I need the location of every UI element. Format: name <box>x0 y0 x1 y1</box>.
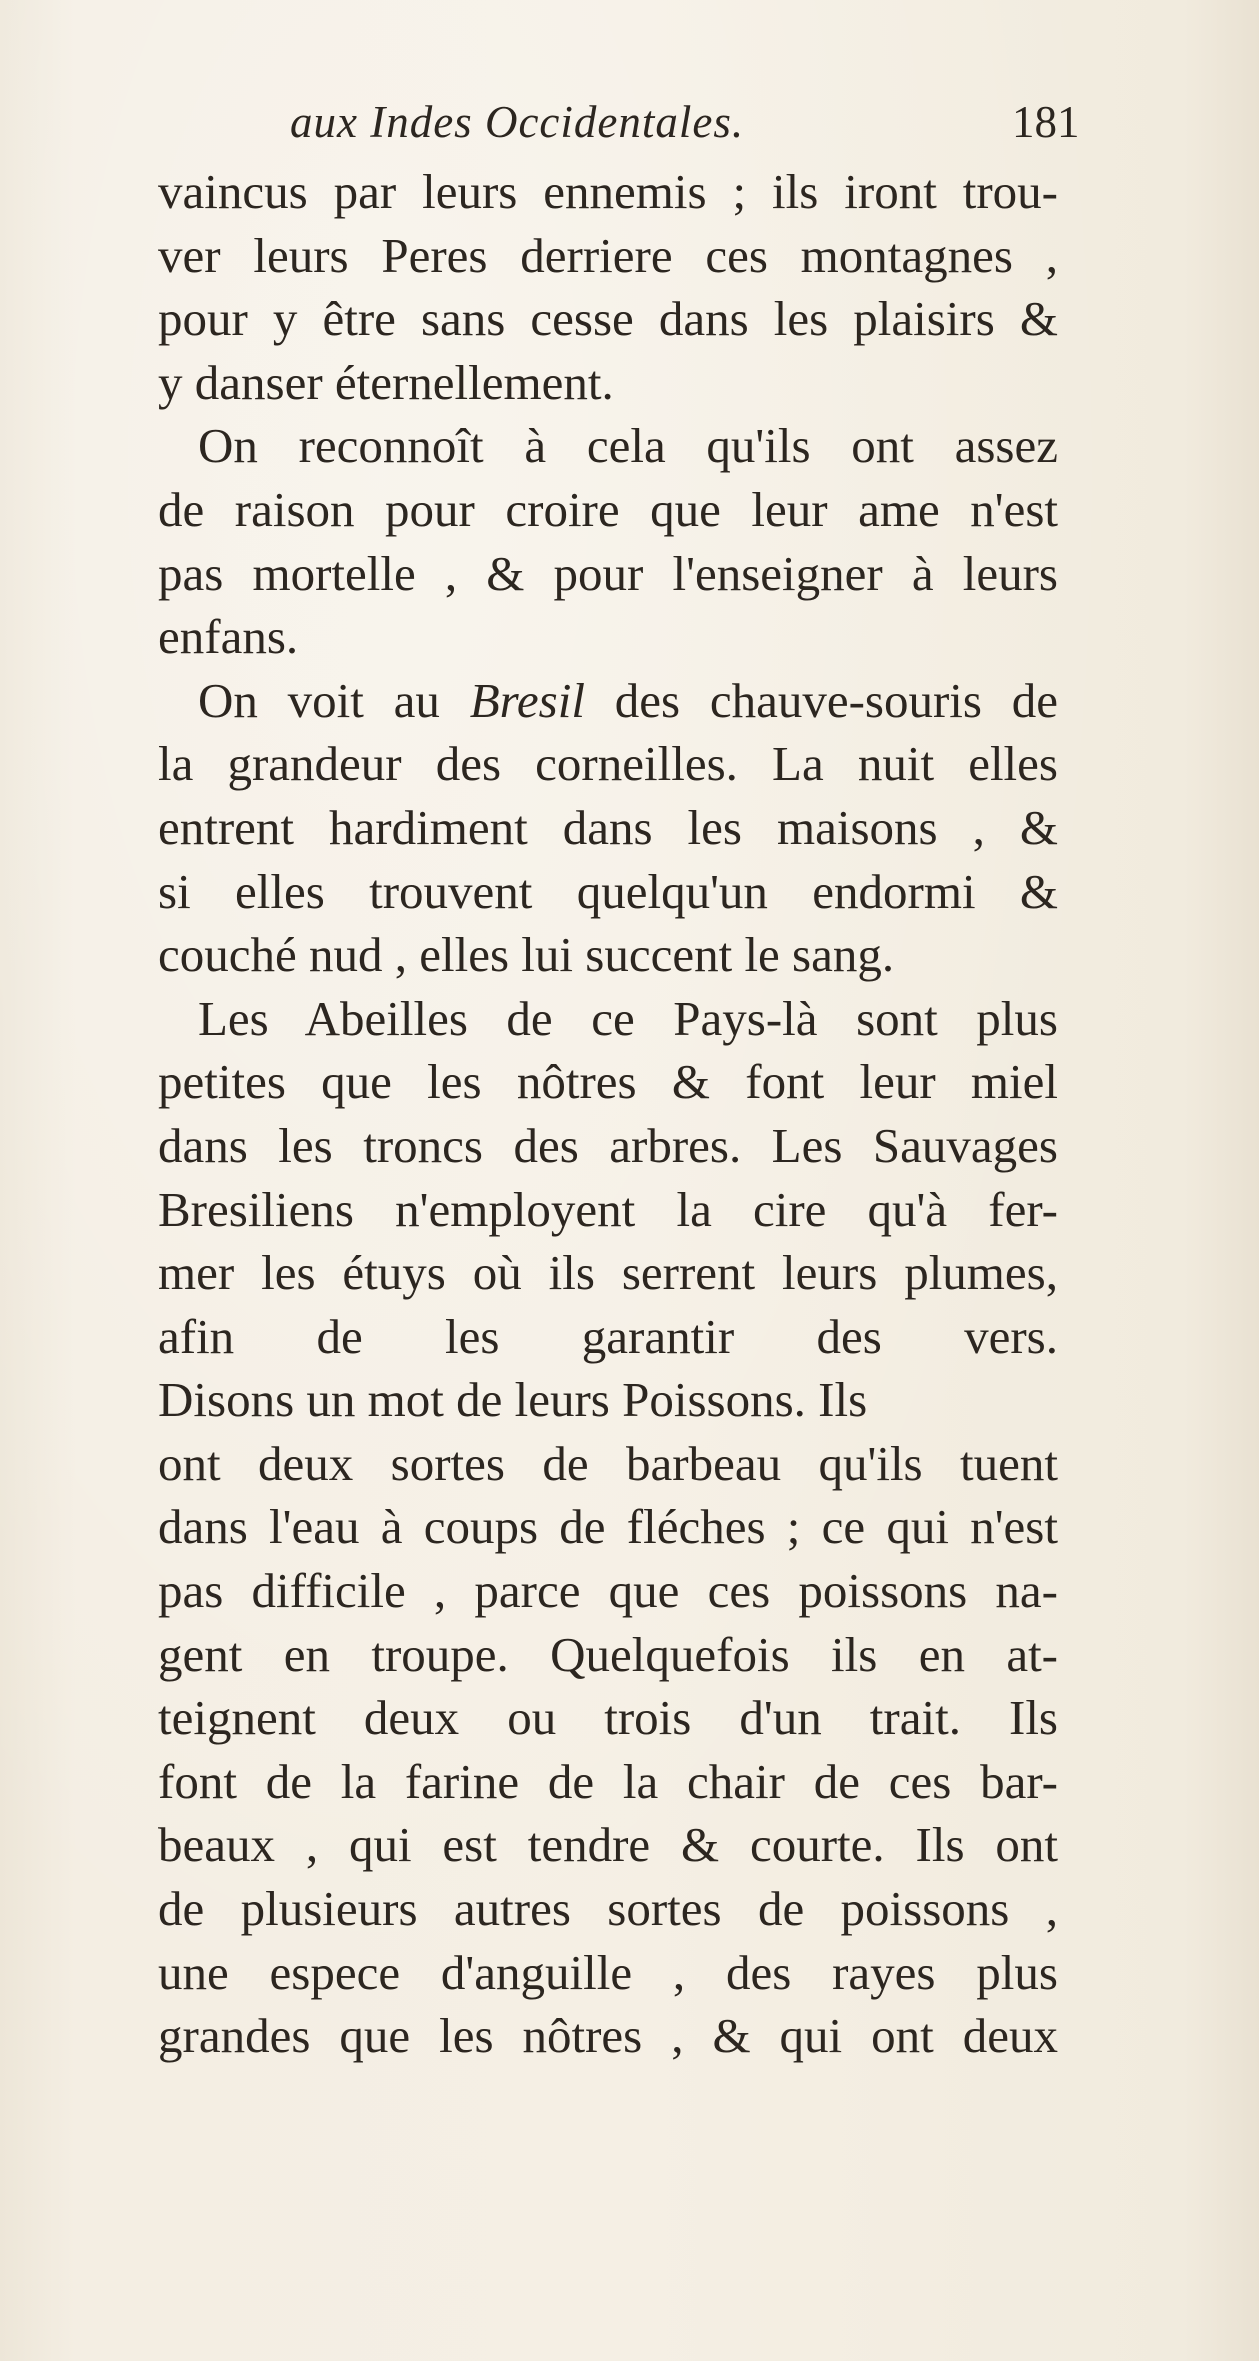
text-line: gent en troupe. Quelquefois ils en at- <box>158 1626 1058 1682</box>
text-line: couché nud , elles lui succent le sang. <box>158 927 895 983</box>
text-line: pour y être sans cesse dans les plaisirs & <box>158 291 1058 347</box>
text-line: ver leurs Peres derriere ces montagnes , <box>158 227 1058 283</box>
text-line: teignent deux ou trois d'un trait. Ils <box>158 1690 1058 1746</box>
text-line: pas difficile , parce que ces poissons na- <box>158 1563 1058 1619</box>
paragraph-start-line: Les Abeilles de ce Pays-là sont plus <box>198 990 1058 1046</box>
page-number: 181 <box>1012 97 1080 147</box>
text-line: petites que les nôtres & font leur miel <box>158 1054 1058 1110</box>
text-line: ont deux sortes de barbeau qu'ils tuent <box>158 1435 1058 1491</box>
text-line: enfans. <box>158 609 299 665</box>
text-line: la grandeur des corneilles. La nuit elles <box>158 736 1058 792</box>
text-line: Disons un mot de leurs Poissons. Ils <box>158 1372 868 1428</box>
text-segment: On voit au <box>198 672 470 728</box>
text-line: de raison pour croire que leur ame n'est <box>158 481 1058 537</box>
text-line: Bresiliens n'employent la cire qu'à fer- <box>158 1181 1058 1237</box>
text-line: entrent hardiment dans les maisons , & <box>158 799 1058 855</box>
text-line: dans l'eau à coups de fléches ; ce qui n'est <box>158 1499 1058 1555</box>
text-line: beaux , qui est tendre & courte. Ils ont <box>158 1817 1058 1873</box>
page-header <box>0 92 1259 162</box>
paragraph-start-line: On reconnoît à cela qu'ils ont assez <box>198 418 1058 474</box>
body-text <box>158 160 1058 2068</box>
text-line: mer les étuys où ils serrent leurs plumes, <box>158 1245 1058 1301</box>
text-line: grandes que les nôtres , & qui ont deux <box>158 2008 1058 2064</box>
text-line: une espece d'anguille , des rayes plus <box>158 1944 1058 2000</box>
text-line: font de la farine de la chair de ces bar- <box>158 1753 1058 1809</box>
text-line: pas mortelle , & pour l'enseigner à leurs <box>158 545 1058 601</box>
text-line: y danser éternellement. <box>158 354 614 410</box>
text-line: si elles trouvent quelqu'un endormi & <box>158 863 1058 919</box>
text-line: vaincus par leurs ennemis ; ils iront trou- <box>158 164 1058 219</box>
text-line: de plusieurs autres sortes de poissons , <box>158 1881 1058 1937</box>
italic-place-name: Bresil <box>469 672 585 728</box>
running-head: aux Indes Occidentales. <box>290 97 745 147</box>
paragraph-start-line <box>158 669 1058 733</box>
text-line: dans les troncs des arbres. Les Sauvages <box>158 1117 1058 1173</box>
text-line: afin de les garantir des vers. <box>158 1308 1058 1364</box>
text-segment: des chauve-souris de <box>584 672 1058 728</box>
